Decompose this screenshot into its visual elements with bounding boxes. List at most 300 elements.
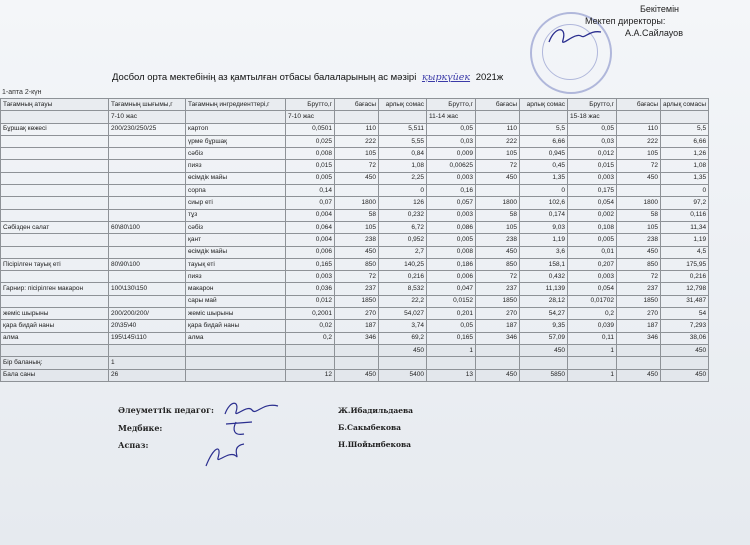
table-cell [476,344,520,356]
table-cell: 22,2 [379,295,427,307]
table-cell: 31,487 [661,295,709,307]
age-group-cell: 15-18 жас [568,111,617,123]
table-cell: 0,174 [520,209,568,221]
table-cell [109,135,186,147]
table-cell: 0,07 [286,197,335,209]
table-cell [568,357,617,369]
table-cell: 450 [661,344,709,356]
table-cell: Бір баланың: [1,357,109,369]
table-cell: 0 [520,185,568,197]
table-cell: бағасы [476,99,520,111]
table-cell: 105 [335,221,379,233]
table-cell: 0,003 [286,271,335,283]
age-group-cell [379,111,427,123]
table-cell [186,344,286,356]
table-cell: 105 [335,148,379,160]
table-cell: 80\90\100 [109,258,186,270]
table-cell [335,344,379,356]
age-group-cell: 7-10 жас [109,111,186,123]
age-group-cell [661,111,709,123]
table-cell [1,246,109,258]
table-cell: 0,02 [286,320,335,332]
table-cell: 346 [335,332,379,344]
table-cell: арлық сомасы [661,99,709,111]
table-cell: 1 [568,344,617,356]
table-cell: 102,6 [520,197,568,209]
table-cell: 450 [661,369,709,381]
table-cell: 0,006 [286,246,335,258]
table-row [1,185,709,197]
table-cell: 450 [476,246,520,258]
table-cell: 0,008 [427,246,476,258]
table-cell: 238 [476,234,520,246]
table-cell: 2,7 [379,246,427,258]
table-cell: 450 [476,369,520,381]
director-name: А.А.Сайлауов [625,28,683,38]
table-cell: 0,003 [568,172,617,184]
title-year: 2021ж [475,72,504,83]
table-cell: Тағамның ингредиенттері,г [186,99,286,111]
approval-block [585,3,683,39]
table-cell: 0,004 [286,234,335,246]
age-group-cell: 7-10 жас [286,111,335,123]
table-cell: 0,207 [568,258,617,270]
table-cell: 72 [617,271,661,283]
table-cell: 450 [379,344,427,356]
table-cell [379,357,427,369]
table-cell: өсімдік майы [186,246,286,258]
table-cell: 0,03 [427,135,476,147]
table-cell: 0,009 [427,148,476,160]
age-group-cell [520,111,568,123]
table-cell: 270 [617,308,661,320]
table-cell: 54,27 [520,308,568,320]
table-cell: 850 [476,258,520,270]
table-cell: 0,002 [568,209,617,221]
table-cell [109,234,186,246]
table-cell: 0,84 [379,148,427,160]
table-cell: 1850 [476,295,520,307]
table-cell: 0,2001 [286,308,335,320]
table-cell: 105 [617,148,661,160]
table-cell: 0,054 [568,197,617,209]
table-cell: 72 [335,160,379,172]
table-cell: макарон [186,283,286,295]
table-row [1,234,709,246]
table-cell: 195\145\110 [109,332,186,344]
table-cell: 450 [335,172,379,184]
table-cell: тауық еті [186,258,286,270]
signature-cook [200,440,250,470]
table-cell: 110 [476,123,520,135]
table-cell [335,185,379,197]
table-cell: 0,039 [568,320,617,332]
table-cell: 0,952 [379,234,427,246]
age-group-cell [1,111,109,123]
table-cell [1,271,109,283]
table-cell: 0,015 [286,160,335,172]
summary-row [1,344,709,356]
table-cell: қара бидай наны [186,320,286,332]
table-cell: 0,05 [568,123,617,135]
approval-position: Мектеп директоры: [585,16,666,26]
table-cell: Бала саны [1,369,109,381]
table-cell [109,271,186,283]
table-cell: 72 [476,160,520,172]
table-cell: үрме бұршақ [186,135,286,147]
menu-table [0,98,709,382]
table-cell: 1800 [476,197,520,209]
title-prefix: Досбол орта мектебінің аз қамтылған отбасы балаларының ас мәзірі [112,72,417,83]
table-cell: 6,66 [661,135,709,147]
table-row [1,160,709,172]
document-title [112,72,503,83]
table-cell: 0,201 [427,308,476,320]
table-cell: алма [186,332,286,344]
table-cell: 0,0501 [286,123,335,135]
table-cell: 1 [568,369,617,381]
table-cell: 0,004 [286,209,335,221]
table-cell [109,172,186,184]
table-cell: 0,005 [568,234,617,246]
table-cell [109,185,186,197]
table-row [1,221,709,233]
table-cell: 0,108 [568,221,617,233]
table-cell: 0,01 [568,246,617,258]
table-cell: 0,01702 [568,295,617,307]
table-cell: 11,139 [520,283,568,295]
table-cell [1,148,109,160]
table-cell: 97,2 [661,197,709,209]
age-group-cell [476,111,520,123]
table-cell: 58 [335,209,379,221]
table-cell: сорпа [186,185,286,197]
table-cell: 270 [476,308,520,320]
table-cell: сиыр еті [186,197,286,209]
table-cell: 0,165 [286,258,335,270]
table-cell: 100\130\150 [109,283,186,295]
table-cell: 126 [379,197,427,209]
table-cell: 1,35 [661,172,709,184]
table-cell: 238 [335,234,379,246]
table-cell: 13 [427,369,476,381]
table-cell: сәбіз [186,148,286,160]
name-nurse: Б.Сакыбекова [338,423,402,432]
table-cell [109,148,186,160]
age-group-cell: 11-14 жас [427,111,476,123]
age-group-row [1,111,709,123]
table-cell [1,234,109,246]
table-cell: Бұршақ көжесі [1,123,109,135]
table-cell: 0,2 [286,332,335,344]
table-cell: 5,55 [379,135,427,147]
table-row [1,148,709,160]
table-row [1,123,709,135]
table-cell: 5850 [520,369,568,381]
signature-nurse [222,418,262,438]
table-cell: арлық сомас [520,99,568,111]
role-nurse: Медбике: [118,423,163,433]
table-cell: 187 [476,320,520,332]
table-cell: пияз [186,160,286,172]
table-cell: Тағамның атауы [1,99,109,111]
table-cell: 72 [335,271,379,283]
table-cell: 222 [335,135,379,147]
table-cell: 187 [617,320,661,332]
table-cell: 0,036 [286,283,335,295]
table-cell [1,160,109,172]
table-cell: 28,12 [520,295,568,307]
table-cell [1,135,109,147]
table-cell: жеміс шырыны [186,308,286,320]
table-row [1,258,709,270]
table-cell: 0,064 [286,221,335,233]
table-cell: 1,19 [520,234,568,246]
table-cell [109,197,186,209]
table-cell: 0,432 [520,271,568,283]
table-cell: 54,027 [379,308,427,320]
table-cell: 1800 [335,197,379,209]
table-cell [109,295,186,307]
table-cell: 222 [617,135,661,147]
table-cell: 450 [520,344,568,356]
table-cell: картоп [186,123,286,135]
table-cell [1,295,109,307]
table-cell: 450 [335,246,379,258]
table-cell: бағасы [617,99,661,111]
table-cell: 346 [617,332,661,344]
table-cell: 0,945 [520,148,568,160]
table-cell: 175,95 [661,258,709,270]
table-cell: Брутто,г [286,99,335,111]
table-cell: 850 [335,258,379,270]
table-cell: 0,165 [427,332,476,344]
age-group-cell [335,111,379,123]
table-cell: 0,05 [427,320,476,332]
table-cell [427,357,476,369]
table-cell: 0,008 [286,148,335,160]
table-cell: тұз [186,209,286,221]
table-cell: 1850 [617,295,661,307]
table-cell: қант [186,234,286,246]
table-cell: 0,116 [661,209,709,221]
table-cell: 0,003 [568,271,617,283]
table-cell [1,172,109,184]
table-cell: Брутто,г [568,99,617,111]
table-cell: 1 [109,357,186,369]
table-cell: 110 [335,123,379,135]
table-cell: 0,025 [286,135,335,147]
table-cell: 450 [617,369,661,381]
table-cell: 58 [617,209,661,221]
table-cell: 0 [379,185,427,197]
table-cell [661,357,709,369]
table-cell: 0,232 [379,209,427,221]
table-cell: 5,5 [520,123,568,135]
table-cell: 0,015 [568,160,617,172]
table-cell: 5,511 [379,123,427,135]
table-row [1,172,709,184]
table-row [1,295,709,307]
table-cell: 12 [286,369,335,381]
table-cell [617,185,661,197]
table-cell: 0,45 [520,160,568,172]
table-cell: 450 [476,172,520,184]
role-social-pedagogue: Әлеуметтік педагог: [118,405,214,415]
table-cell [1,209,109,221]
summary-row [1,369,709,381]
table-cell: 2,25 [379,172,427,184]
approval-title: Бекітемін [640,4,680,14]
table-cell: 69,2 [379,332,427,344]
table-cell: 850 [617,258,661,270]
table-cell: 1,08 [661,160,709,172]
table-header-row [1,99,709,111]
table-cell: 9,03 [520,221,568,233]
table-cell: 105 [476,148,520,160]
table-cell: 3,74 [379,320,427,332]
table-cell: Брутто,г [427,99,476,111]
table-cell: 0,175 [568,185,617,197]
table-cell: 4,5 [661,246,709,258]
table-cell: 0,003 [427,172,476,184]
table-cell: 1,19 [661,234,709,246]
table-row [1,308,709,320]
table-cell: 158,1 [520,258,568,270]
table-cell: 0,012 [286,295,335,307]
table-cell: 238 [617,234,661,246]
role-cook: Аспаз: [118,440,149,450]
table-cell: 58 [476,209,520,221]
table-cell: 1800 [617,197,661,209]
table-cell: 11,34 [661,221,709,233]
table-cell [186,369,286,381]
table-cell [109,160,186,172]
table-cell: 0,005 [427,234,476,246]
table-cell: 0,054 [568,283,617,295]
table-cell: 26 [109,369,186,381]
table-cell [617,357,661,369]
table-cell: 1,26 [661,148,709,160]
table-cell: 105 [476,221,520,233]
table-cell: пияз [186,271,286,283]
table-cell: 237 [617,283,661,295]
age-group-cell [186,111,286,123]
table-row [1,283,709,295]
table-cell: өсімдік майы [186,172,286,184]
table-cell: 54 [661,308,709,320]
table-cell: 0,005 [286,172,335,184]
table-cell [286,357,335,369]
table-cell: бағасы [335,99,379,111]
table-cell: 0,186 [427,258,476,270]
table-cell [286,344,335,356]
table-cell: Гарнир: пісірілген макарон [1,283,109,295]
table-cell: 1 [427,344,476,356]
table-row [1,332,709,344]
table-cell: 0,16 [427,185,476,197]
table-cell: 5400 [379,369,427,381]
table-cell: қара бидай наны [1,320,109,332]
table-cell: 3,6 [520,246,568,258]
table-cell: 38,06 [661,332,709,344]
table-cell: 105 [617,221,661,233]
table-cell: 8,532 [379,283,427,295]
table-cell: алма [1,332,109,344]
table-cell: арлық сомас [379,99,427,111]
table-cell: Тағамның шығымы,г [109,99,186,111]
table-cell [520,357,568,369]
table-row [1,197,709,209]
table-cell: 0,00625 [427,160,476,172]
name-social-pedagogue: Ж.Ибадильдаева [338,406,414,415]
table-cell: 0,14 [286,185,335,197]
table-cell: 0,047 [427,283,476,295]
table-cell [109,209,186,221]
table-cell: 5,5 [661,123,709,135]
table-cell [109,246,186,258]
table-cell: 1,35 [520,172,568,184]
table-cell: 222 [476,135,520,147]
table-row [1,271,709,283]
week-day-label: 1-апта 2-күн [2,89,42,96]
table-cell: 0,216 [379,271,427,283]
table-cell: 450 [617,172,661,184]
table-cell: 72 [476,271,520,283]
age-group-cell [617,111,661,123]
table-cell: 7,293 [661,320,709,332]
table-cell: 20\35\40 [109,320,186,332]
table-cell: Сәбізден салат [1,221,109,233]
table-cell: 200/230/250/25 [109,123,186,135]
table-cell: 0 [661,185,709,197]
table-cell: 72 [617,160,661,172]
table-cell: 1850 [335,295,379,307]
table-cell: 110 [617,123,661,135]
name-cook: Н.Шойынбекова [338,440,412,449]
table-cell [335,357,379,369]
table-cell: 6,72 [379,221,427,233]
table-cell: 270 [335,308,379,320]
table-cell: 0,006 [427,271,476,283]
table-cell: 9,35 [520,320,568,332]
table-cell: жеміс шырыны [1,308,109,320]
title-month: қыркүйек [421,72,471,83]
table-cell: 12,798 [661,283,709,295]
table-row [1,209,709,221]
signature-pedagogue [222,398,282,420]
table-cell: сары май [186,295,286,307]
table-row [1,320,709,332]
table-cell: 0,086 [427,221,476,233]
table-cell: 0,2 [568,308,617,320]
table-cell: 6,66 [520,135,568,147]
summary-row [1,357,709,369]
table-cell: 237 [335,283,379,295]
table-cell: 450 [335,369,379,381]
table-cell: Пісірілген тауық еті [1,258,109,270]
table-cell: 346 [476,332,520,344]
table-cell: 0,0152 [427,295,476,307]
table-cell: 0,11 [568,332,617,344]
table-cell [476,357,520,369]
table-cell: 187 [335,320,379,332]
table-cell: 0,003 [427,209,476,221]
table-cell: 140,25 [379,258,427,270]
table-cell [1,197,109,209]
table-cell [476,185,520,197]
table-cell: 200/200/200/ [109,308,186,320]
